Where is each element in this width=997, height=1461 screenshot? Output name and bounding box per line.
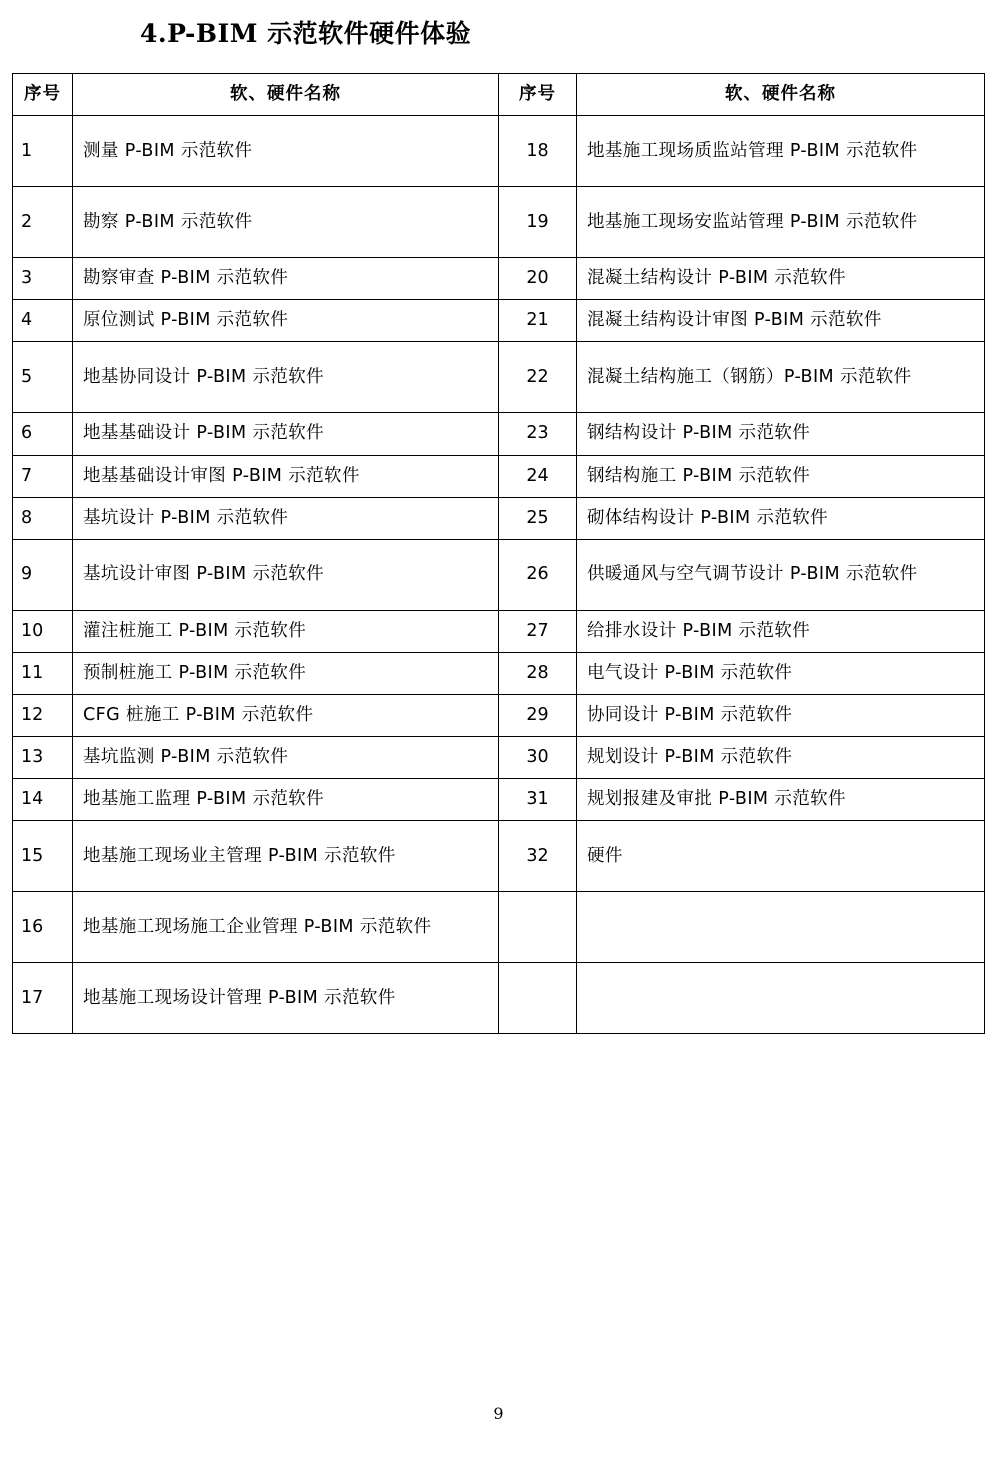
table-row — [13, 497, 985, 539]
table-row — [13, 413, 985, 455]
row-index-right: 31 — [499, 779, 577, 821]
row-name-left: 基坑设计 P-BIM 示范软件 — [73, 497, 499, 539]
table-row — [13, 116, 985, 187]
row-name-left: 原位测试 P-BIM 示范软件 — [73, 300, 499, 342]
row-name-right: 规划报建及审批 P-BIM 示范软件 — [577, 779, 985, 821]
row-index-left: 9 — [13, 539, 73, 610]
row-index-right-empty — [499, 892, 577, 963]
row-name-right: 混凝土结构设计 P-BIM 示范软件 — [577, 258, 985, 300]
table-row — [13, 342, 985, 413]
row-index-left: 14 — [13, 779, 73, 821]
row-name-right: 供暖通风与空气调节设计 P-BIM 示范软件 — [577, 539, 985, 610]
row-index-right: 26 — [499, 539, 577, 610]
row-index-right: 21 — [499, 300, 577, 342]
table-row — [13, 652, 985, 694]
row-name-right: 协同设计 P-BIM 示范软件 — [577, 695, 985, 737]
page-title: 4.P-BIM 示范软件硬件体验 — [140, 19, 472, 48]
row-name-right: 混凝土结构施工（钢筋）P-BIM 示范软件 — [577, 342, 985, 413]
table-header — [13, 74, 985, 116]
table-row — [13, 300, 985, 342]
table-row — [13, 737, 985, 779]
table-body — [13, 116, 985, 1034]
row-index-left: 5 — [13, 342, 73, 413]
row-name-right: 硬件 — [577, 821, 985, 892]
row-name-right: 规划设计 P-BIM 示范软件 — [577, 737, 985, 779]
header-name-left: 软、硬件名称 — [73, 74, 499, 116]
row-name-right-empty — [577, 963, 985, 1034]
row-index-left: 10 — [13, 610, 73, 652]
row-index-right: 20 — [499, 258, 577, 300]
row-name-left: 基坑设计审图 P-BIM 示范软件 — [73, 539, 499, 610]
row-name-right: 地基施工现场安监站管理 P-BIM 示范软件 — [577, 187, 985, 258]
row-name-left: 地基施工现场设计管理 P-BIM 示范软件 — [73, 963, 499, 1034]
table-header-row — [13, 74, 985, 116]
row-index-right: 29 — [499, 695, 577, 737]
row-index-left: 12 — [13, 695, 73, 737]
row-index-right: 28 — [499, 652, 577, 694]
row-name-left: CFG 桩施工 P-BIM 示范软件 — [73, 695, 499, 737]
row-index-left: 8 — [13, 497, 73, 539]
row-name-left: 地基施工监理 P-BIM 示范软件 — [73, 779, 499, 821]
table-row — [13, 455, 985, 497]
row-name-left: 基坑监测 P-BIM 示范软件 — [73, 737, 499, 779]
row-index-right-empty — [499, 963, 577, 1034]
table-row — [13, 258, 985, 300]
row-name-left: 灌注桩施工 P-BIM 示范软件 — [73, 610, 499, 652]
row-name-left: 测量 P-BIM 示范软件 — [73, 116, 499, 187]
row-name-left: 地基基础设计审图 P-BIM 示范软件 — [73, 455, 499, 497]
row-index-left: 6 — [13, 413, 73, 455]
header-index-right: 序号 — [499, 74, 577, 116]
row-name-right-empty — [577, 892, 985, 963]
table-row — [13, 892, 985, 963]
row-name-left: 预制桩施工 P-BIM 示范软件 — [73, 652, 499, 694]
row-name-right: 电气设计 P-BIM 示范软件 — [577, 652, 985, 694]
row-index-right: 24 — [499, 455, 577, 497]
row-name-right: 钢结构施工 P-BIM 示范软件 — [577, 455, 985, 497]
row-name-right: 给排水设计 P-BIM 示范软件 — [577, 610, 985, 652]
table-row — [13, 695, 985, 737]
table-row — [13, 963, 985, 1034]
table-row — [13, 539, 985, 610]
row-index-left: 3 — [13, 258, 73, 300]
row-index-right: 27 — [499, 610, 577, 652]
table-row — [13, 779, 985, 821]
row-index-right: 30 — [499, 737, 577, 779]
row-name-left: 地基施工现场施工企业管理 P-BIM 示范软件 — [73, 892, 499, 963]
row-name-left: 地基协同设计 P-BIM 示范软件 — [73, 342, 499, 413]
row-index-right: 22 — [499, 342, 577, 413]
header-index-left: 序号 — [13, 74, 73, 116]
row-index-left: 17 — [13, 963, 73, 1034]
row-name-left: 勘察审查 P-BIM 示范软件 — [73, 258, 499, 300]
row-index-right: 25 — [499, 497, 577, 539]
row-index-right: 23 — [499, 413, 577, 455]
software-hardware-table — [12, 73, 985, 1034]
row-index-right: 19 — [499, 187, 577, 258]
row-index-left: 4 — [13, 300, 73, 342]
row-index-left: 13 — [13, 737, 73, 779]
table-row — [13, 187, 985, 258]
row-index-left: 15 — [13, 821, 73, 892]
header-name-right: 软、硬件名称 — [577, 74, 985, 116]
row-index-left: 7 — [13, 455, 73, 497]
row-name-right: 钢结构设计 P-BIM 示范软件 — [577, 413, 985, 455]
row-name-right: 混凝土结构设计审图 P-BIM 示范软件 — [577, 300, 985, 342]
row-name-right: 地基施工现场质监站管理 P-BIM 示范软件 — [577, 116, 985, 187]
row-name-left: 地基施工现场业主管理 P-BIM 示范软件 — [73, 821, 499, 892]
row-index-left: 16 — [13, 892, 73, 963]
page-number: 9 — [493, 1404, 504, 1423]
row-index-left: 2 — [13, 187, 73, 258]
row-name-left: 勘察 P-BIM 示范软件 — [73, 187, 499, 258]
row-name-left: 地基基础设计 P-BIM 示范软件 — [73, 413, 499, 455]
row-index-left: 1 — [13, 116, 73, 187]
table-row — [13, 821, 985, 892]
row-index-left: 11 — [13, 652, 73, 694]
row-name-right: 砌体结构设计 P-BIM 示范软件 — [577, 497, 985, 539]
table-row — [13, 610, 985, 652]
row-index-right: 18 — [499, 116, 577, 187]
row-index-right: 32 — [499, 821, 577, 892]
